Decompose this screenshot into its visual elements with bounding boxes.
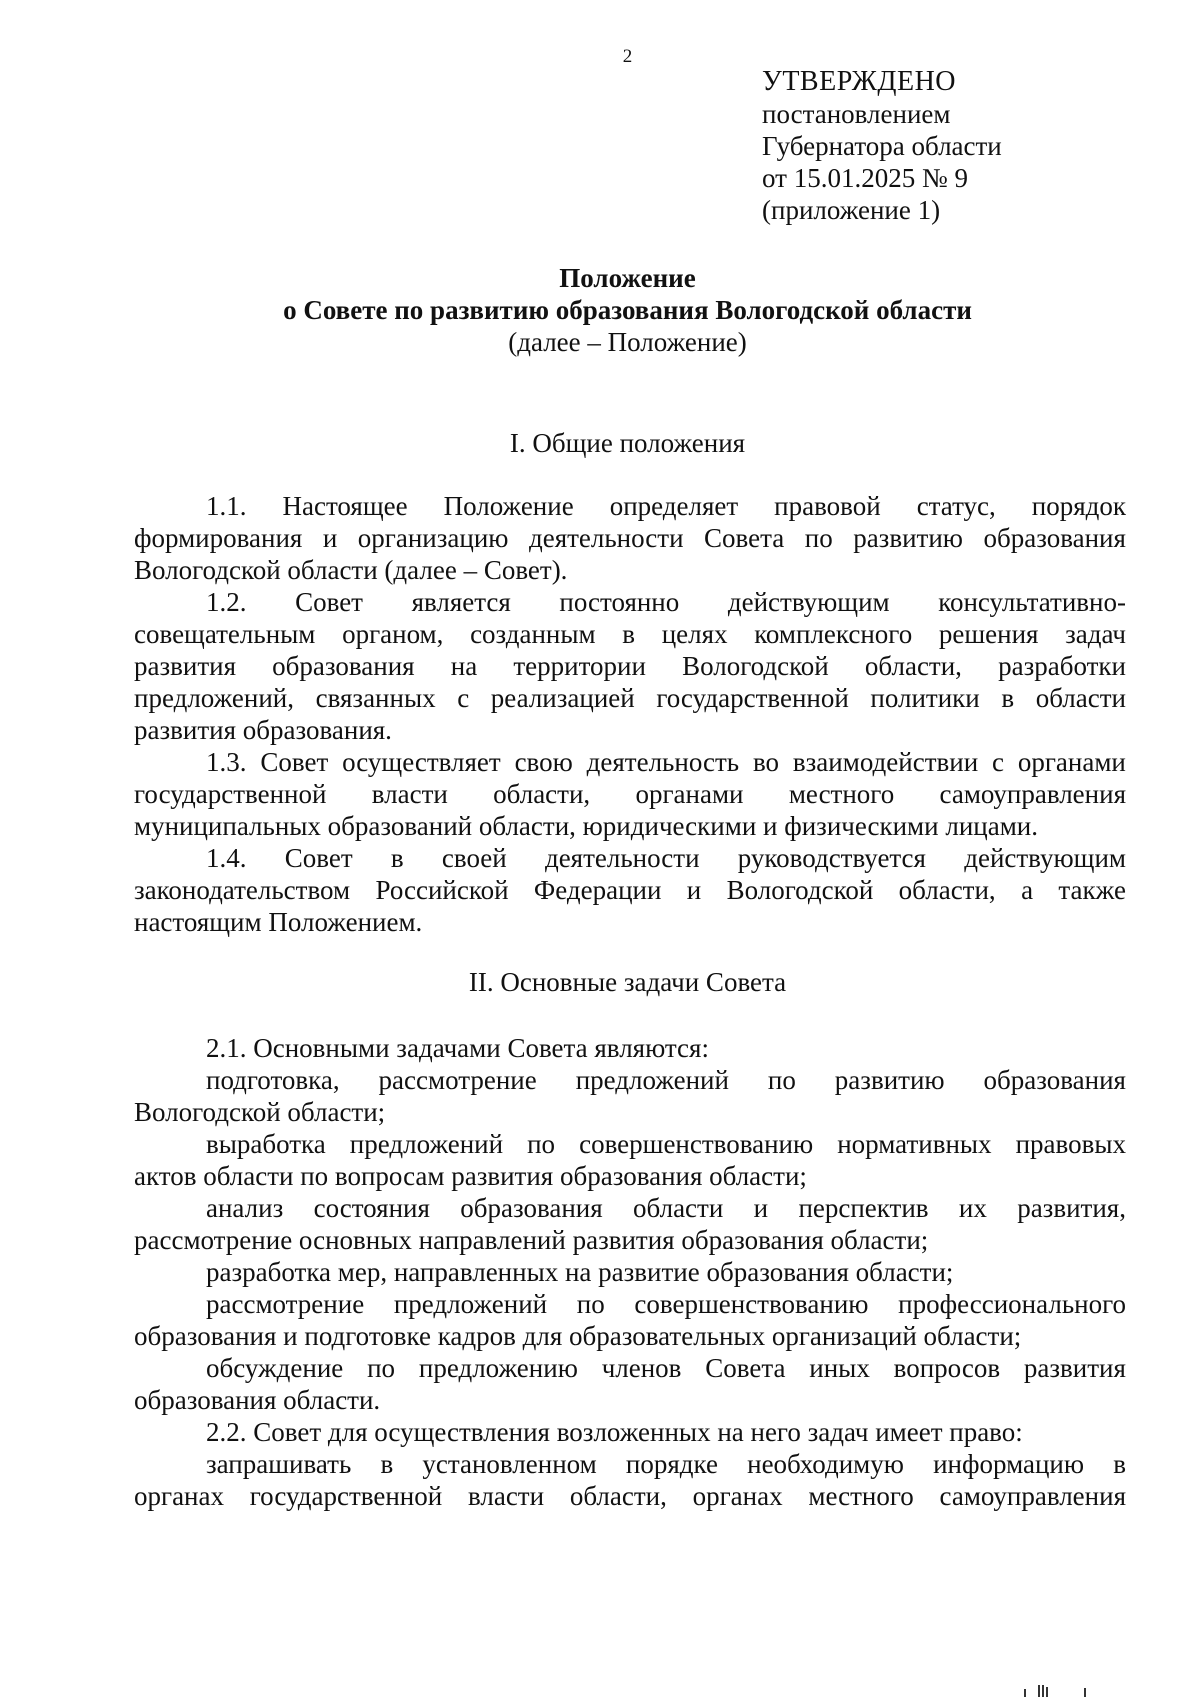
- word: Вологодской: [682, 651, 829, 681]
- word: обсуждение: [206, 1353, 344, 1383]
- word: также: [1058, 875, 1126, 905]
- word: Вологодской: [726, 875, 874, 905]
- word: области: [633, 1193, 724, 1223]
- word: Совет: [295, 587, 363, 617]
- word: органом,: [342, 619, 444, 649]
- text-line: развития образования.: [134, 715, 392, 745]
- word: необходимую: [747, 1449, 904, 1479]
- word: целях: [661, 619, 728, 649]
- word: анализ: [206, 1193, 284, 1223]
- word: местного: [788, 779, 895, 809]
- word: предложений: [393, 1289, 548, 1319]
- word: деятельности: [544, 843, 700, 873]
- word: органами: [1017, 747, 1126, 777]
- title-line: (далее – Положение): [508, 327, 747, 357]
- word: Совет: [284, 843, 353, 873]
- text-line: [134, 618, 1126, 650]
- word: консультативно-: [938, 587, 1126, 617]
- word: по: [527, 1129, 556, 1159]
- text-line: [134, 874, 1126, 906]
- word: статус,: [916, 491, 996, 521]
- word: в: [1001, 683, 1015, 713]
- word: деятельности: [528, 523, 684, 553]
- paragraph-1-1: [134, 490, 1126, 586]
- word: правовых: [1015, 1129, 1126, 1159]
- word: постоянно: [559, 587, 680, 617]
- word: 1.1.: [206, 491, 247, 521]
- word: рассмотрение: [378, 1065, 537, 1095]
- word: территории: [513, 651, 646, 681]
- text-line: [134, 1128, 1126, 1160]
- word: реализацией: [490, 683, 635, 713]
- word: в: [390, 843, 404, 873]
- text-line: [134, 682, 1126, 714]
- page-number: 2: [622, 46, 633, 67]
- word: запрашивать: [206, 1449, 352, 1479]
- word: области,: [898, 875, 996, 905]
- word: Совет: [260, 747, 329, 777]
- text-line: [134, 1288, 1126, 1320]
- paragraph-1-4: [134, 842, 1126, 938]
- text-line: Вологодской области (далее – Совет).: [134, 555, 568, 585]
- word: по: [576, 1289, 605, 1319]
- paragraph-2-1: [134, 1032, 1126, 1416]
- approval-heading: УТВЕРЖДЕНО: [762, 66, 957, 97]
- word: государственной: [134, 779, 327, 809]
- word: на: [450, 651, 478, 681]
- word: установленном: [422, 1449, 597, 1479]
- justified-line: [134, 778, 1126, 810]
- word: деятельность: [586, 747, 740, 777]
- word: с: [457, 683, 470, 713]
- text-line: 2.2. Совет для осуществления возложенных на него задач имеет право:: [206, 1417, 1023, 1447]
- word: нормативных: [837, 1129, 992, 1159]
- text-line: муниципальных образований области, юридическими и физическими лицами.: [134, 811, 1038, 841]
- word: органах: [692, 1481, 783, 1511]
- approval-line: (приложение 1): [762, 195, 941, 225]
- word: решения: [938, 619, 1039, 649]
- text-line: настоящим Положением.: [134, 907, 423, 937]
- word: 1.3.: [206, 747, 247, 777]
- text-line: 2.1. Основными задачами Совета являются:: [206, 1033, 709, 1063]
- word: предложений,: [134, 683, 294, 713]
- word: области,: [493, 779, 591, 809]
- word: совещательным: [134, 619, 316, 649]
- word: органах: [134, 1481, 224, 1511]
- section-heading-1: I. Общие положения: [509, 428, 746, 458]
- paragraph-2-2: [134, 1416, 1126, 1512]
- text-line: актов области по вопросам развития образования области;: [134, 1161, 807, 1191]
- word: во: [752, 747, 780, 777]
- text-line: [134, 1352, 1126, 1384]
- word: с: [992, 747, 1004, 777]
- word: а: [1021, 875, 1034, 905]
- word: политики: [870, 683, 980, 713]
- word: Совета: [705, 1353, 786, 1383]
- word: развития: [1023, 1353, 1126, 1383]
- section-heading-2: II. Основные задачи Совета: [468, 967, 787, 997]
- word: самоуправления: [939, 1481, 1126, 1511]
- approval-stamp-block: [762, 66, 1002, 226]
- word: рассмотрение: [206, 1289, 365, 1319]
- word: порядке: [625, 1449, 718, 1479]
- word: задач: [1065, 619, 1126, 649]
- word: Федерации: [533, 875, 662, 905]
- word: области,: [569, 1481, 667, 1511]
- word: Российской: [375, 875, 509, 905]
- word: 1.4.: [206, 843, 247, 873]
- word: законодательством: [134, 875, 351, 905]
- justified-line: [134, 1064, 1126, 1096]
- word: развития: [134, 651, 237, 681]
- word: разработки: [998, 651, 1126, 681]
- word: подготовка,: [206, 1065, 340, 1095]
- title-line: Положение: [559, 263, 696, 293]
- justified-line: [134, 1480, 1126, 1512]
- word: в: [380, 1449, 394, 1479]
- word: развитию: [853, 523, 963, 553]
- word: перспектив: [798, 1193, 929, 1223]
- justified-line: [134, 490, 1126, 522]
- word: комплексного: [754, 619, 913, 649]
- word: совершенствованию: [579, 1129, 814, 1159]
- word: образования: [272, 651, 415, 681]
- word: и: [322, 523, 338, 553]
- word: предложению: [418, 1353, 578, 1383]
- word: местного: [808, 1481, 914, 1511]
- word: развития,: [1017, 1193, 1126, 1223]
- word: действующим: [727, 587, 890, 617]
- word: государственной: [656, 683, 849, 713]
- word: области,: [864, 651, 962, 681]
- word: правовой: [774, 491, 881, 521]
- paragraph-1-2: [134, 586, 1126, 746]
- word: взаимодействии: [792, 747, 979, 777]
- word: состояния: [313, 1193, 430, 1223]
- word: предложений: [349, 1129, 504, 1159]
- text-line: образования и подготовке кадров для образовательных организаций области;: [134, 1321, 1022, 1351]
- justified-line: [134, 1448, 1126, 1480]
- word: является: [411, 587, 511, 617]
- text-line: рассмотрение основных направлений развития образования области;: [134, 1225, 929, 1255]
- word: органами: [635, 779, 744, 809]
- word: их: [958, 1193, 987, 1223]
- paragraph-1-3: [134, 746, 1126, 842]
- justified-line: [134, 842, 1126, 874]
- word: и: [753, 1193, 769, 1223]
- title-line: о Совете по развитию образования Вологодской области: [283, 295, 972, 325]
- word: своей: [441, 843, 507, 873]
- word: образования: [983, 523, 1126, 553]
- justified-line: [134, 586, 1126, 618]
- word: государственной: [249, 1481, 443, 1511]
- word: и: [686, 875, 702, 905]
- word: определяет: [609, 491, 739, 521]
- word: власти: [371, 779, 448, 809]
- word: совершенствованию: [634, 1289, 869, 1319]
- word: 1.2.: [206, 587, 247, 617]
- word: Настоящее: [282, 491, 408, 521]
- word: самоуправления: [939, 779, 1126, 809]
- approval-line: Губернатора области: [762, 131, 1002, 161]
- word: порядок: [1031, 491, 1126, 521]
- word: в: [1113, 1449, 1126, 1479]
- text-line: Вологодской области;: [134, 1097, 386, 1127]
- word: выработка: [206, 1129, 326, 1159]
- document-title: [0, 262, 1200, 358]
- word: свою: [514, 747, 573, 777]
- word: по: [767, 1065, 796, 1095]
- word: образования: [983, 1065, 1126, 1095]
- word: иных: [809, 1353, 870, 1383]
- word: руководствуется: [737, 843, 926, 873]
- word: организацию: [357, 523, 509, 553]
- scan-artifact-marks: [1024, 1683, 1104, 1697]
- word: Совета: [704, 523, 785, 553]
- word: информацию: [933, 1449, 1085, 1479]
- approval-line: постановлением: [762, 99, 951, 129]
- word: членов: [601, 1353, 682, 1383]
- text-line: [134, 746, 1126, 778]
- text-line: [134, 522, 1126, 554]
- word: развитию: [834, 1065, 945, 1095]
- word: вопросов: [893, 1353, 1001, 1383]
- word: связанных: [315, 683, 436, 713]
- text-line: [134, 650, 1126, 682]
- word: по: [367, 1353, 396, 1383]
- approval-line: от 15.01.2025 № 9: [762, 163, 968, 193]
- word: профессионального: [898, 1289, 1126, 1319]
- word: Положение: [443, 491, 574, 521]
- word: образования: [460, 1193, 603, 1223]
- word: власти: [467, 1481, 545, 1511]
- word: действующим: [964, 843, 1126, 873]
- text-line: разработка мер, направленных на развитие образования области;: [206, 1257, 954, 1287]
- word: формирования: [134, 523, 303, 553]
- word: области: [1035, 683, 1126, 713]
- word: предложений: [575, 1065, 729, 1095]
- word: в: [622, 619, 636, 649]
- word: созданным: [470, 619, 596, 649]
- text-line: образования области.: [134, 1385, 381, 1415]
- word: по: [804, 523, 833, 553]
- justified-line: [134, 1192, 1126, 1224]
- word: осуществляет: [342, 747, 501, 777]
